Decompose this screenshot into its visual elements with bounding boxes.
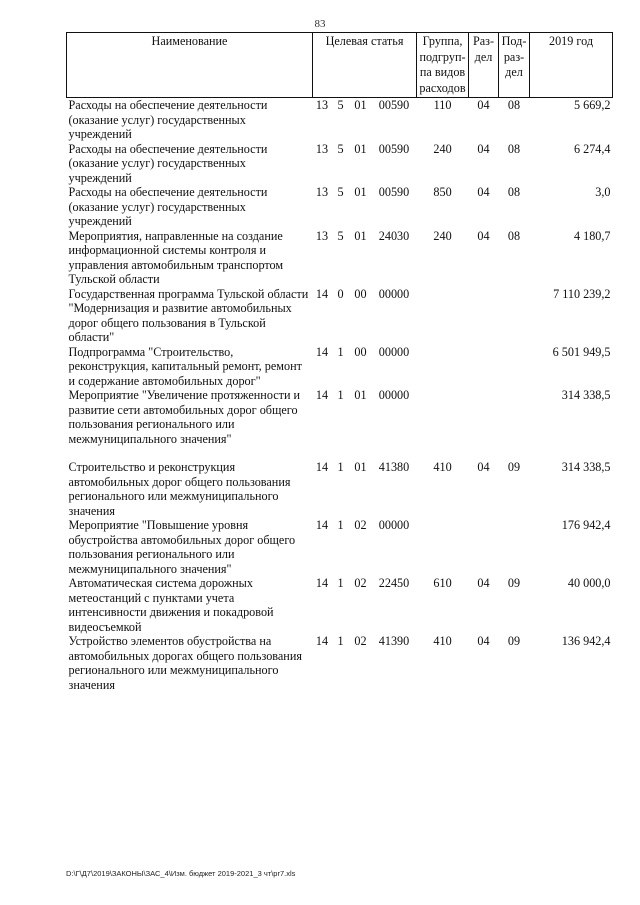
cell-a: 13 (315, 141, 329, 156)
cell-a: 14 (315, 576, 329, 590)
cell-name: Подпрограмма "Строительство, реконструкция, капитальный ремонт, ремонт и содержание автомобильных дорог" (68, 344, 302, 388)
cell-b: 5 (337, 141, 344, 156)
cell-b: 1 (337, 344, 344, 359)
table-row (67, 345, 613, 389)
cell-amount: 7 110 239,2 (553, 286, 611, 301)
cell-group (417, 388, 469, 446)
cell-a: 14 (315, 344, 329, 359)
cell-section: 04 (477, 576, 490, 590)
cell-group: 410 (433, 460, 452, 474)
budget-table (66, 32, 613, 692)
cell-name: Расходы на обеспечение деятельности (оказание услуг) государственных учреждений (68, 141, 268, 185)
cell-d: 22450 (378, 576, 410, 590)
cell-d: 00000 (378, 388, 410, 402)
cell-amount: 136 942,4 (561, 634, 611, 648)
cell-section: 04 (477, 634, 490, 648)
cell-b: 1 (337, 518, 344, 532)
cell-section: 04 (477, 460, 490, 474)
cell-group (417, 518, 469, 576)
cell-subsection: 09 (507, 460, 521, 474)
cell-name: Расходы на обеспечение деятельности (оказание услуг) государственных учреждений (68, 185, 268, 228)
cell-section (469, 345, 499, 389)
cell-c: 01 (354, 460, 367, 474)
cell-subsection: 08 (507, 141, 521, 156)
cell-name: Строительство и реконструкция автомобильных дорог общего пользования регионального или межмуниципального значения (68, 460, 291, 518)
cell-name: Мероприятие "Повышение уровня обустройства автомобильных дорог общего пользования регионального или межмуниципального значения" (68, 518, 296, 576)
table-row (67, 460, 613, 518)
cell-name: Расходы на обеспечение деятельности (оказание услуг) государственных учреждений (68, 98, 268, 141)
cell-d: 00590 (378, 141, 410, 156)
cell-b: 1 (337, 576, 344, 590)
cell-name: Государственная программа Тульской области "Модернизация и развитие автомобильных дорог общего пользования в Тульской области" (68, 286, 309, 344)
table-row (67, 634, 613, 692)
cell-section (469, 287, 499, 345)
table-body (67, 98, 613, 693)
cell-d: 41380 (378, 460, 410, 474)
cell-subsection: 08 (507, 228, 521, 243)
cell-a: 14 (315, 460, 329, 474)
footer-file-path: D:\Г\Д7\2019\ЗАКОНЫ\ЗАС_4\Изм. бюджет 2019-2021_3 чт\pr7.xls (66, 869, 296, 878)
cell-amount: 6 274,4 (573, 141, 611, 156)
cell-c: 01 (354, 185, 367, 199)
cell-section: 04 (477, 185, 490, 199)
cell-group: 850 (433, 185, 452, 199)
cell-d: 00000 (378, 344, 410, 359)
table-row (67, 576, 613, 634)
header-subsection: Под-раз-дел (499, 33, 530, 98)
page-number: 83 (314, 18, 326, 30)
cell-d: 00000 (378, 518, 410, 532)
cell-c: 00 (354, 344, 367, 359)
cell-group (417, 287, 469, 345)
table-row (67, 388, 613, 446)
cell-amount: 5 669,2 (573, 98, 611, 112)
cell-b: 5 (337, 98, 344, 112)
cell-amount: 40 000,0 (567, 576, 611, 590)
cell-b: 5 (337, 185, 344, 199)
header-name: Наименование (67, 33, 313, 98)
cell-subsection (499, 345, 530, 389)
cell-amount: 3,0 (595, 185, 611, 199)
table-row (67, 98, 613, 142)
cell-amount: 6 501 949,5 (552, 344, 611, 359)
cell-subsection (499, 388, 530, 446)
cell-c: 00 (354, 286, 367, 301)
cell-b: 1 (337, 460, 344, 474)
cell-a: 14 (315, 634, 329, 648)
cell-b: 1 (337, 388, 344, 402)
cell-c: 02 (354, 634, 367, 648)
cell-d: 00590 (378, 98, 410, 112)
cell-b: 1 (337, 634, 344, 648)
cell-c: 01 (354, 141, 367, 156)
cell-section (469, 388, 499, 446)
header-group: Группа, подгруп-па видов расходов (417, 33, 469, 98)
cell-group (417, 345, 469, 389)
table-row (67, 287, 613, 345)
header-year: 2019 год (530, 33, 613, 98)
cell-a: 13 (315, 228, 329, 243)
cell-a: 14 (315, 286, 329, 301)
cell-section: 04 (477, 98, 490, 112)
cell-amount: 4 180,7 (573, 228, 611, 243)
cell-amount: 176 942,4 (561, 518, 611, 532)
cell-c: 01 (354, 388, 367, 402)
table-row (67, 142, 613, 186)
cell-subsection (499, 287, 530, 345)
cell-a: 13 (315, 185, 329, 199)
cell-group: 410 (433, 634, 452, 648)
cell-d: 00590 (378, 185, 410, 199)
cell-c: 02 (354, 576, 367, 590)
cell-amount: 314 338,5 (561, 460, 611, 474)
cell-a: 14 (315, 388, 329, 402)
cell-name: Устройство элементов обустройства на автомобильных дорогах общего пользования регионального или межмуниципального значения (68, 634, 302, 692)
cell-section: 04 (477, 228, 490, 243)
cell-a: 14 (315, 518, 329, 532)
cell-group: 110 (433, 98, 452, 112)
cell-d: 00000 (378, 286, 410, 301)
cell-group: 240 (433, 228, 452, 243)
cell-c: 01 (354, 98, 367, 112)
cell-section: 04 (477, 141, 490, 156)
row-spacer (67, 446, 613, 460)
cell-subsection: 08 (507, 185, 521, 199)
cell-name: Мероприятие "Увеличение протяженности и развитие сети автомобильных дорог общего пользования регионального или межмуниципального значения" (68, 388, 301, 446)
cell-b: 5 (337, 228, 344, 243)
table-row (67, 185, 613, 229)
cell-b: 0 (337, 286, 344, 301)
cell-subsection (499, 518, 530, 576)
cell-group: 610 (433, 576, 452, 590)
cell-section (469, 518, 499, 576)
cell-d: 41390 (378, 634, 410, 648)
cell-name: Автоматическая система дорожных метеостанций с пунктами учета интенсивности движения и покадровой видеосъемкой (68, 576, 274, 634)
cell-a: 13 (315, 98, 329, 112)
cell-subsection: 09 (507, 634, 521, 648)
cell-c: 02 (354, 518, 367, 532)
table-header (67, 33, 613, 98)
table-row (67, 229, 613, 287)
cell-subsection: 09 (507, 576, 521, 590)
cell-amount: 314 338,5 (561, 388, 611, 402)
cell-c: 01 (354, 228, 367, 243)
cell-group: 240 (433, 141, 452, 156)
cell-name: Мероприятия, направленные на создание информационной системы контроля и управления автомобильным транспортом Тульской области (68, 228, 284, 286)
cell-subsection: 08 (507, 98, 521, 112)
table-row (67, 518, 613, 576)
header-section: Раз-дел (469, 33, 499, 98)
header-target-article: Целевая статья (313, 33, 417, 98)
cell-d: 24030 (378, 228, 410, 243)
